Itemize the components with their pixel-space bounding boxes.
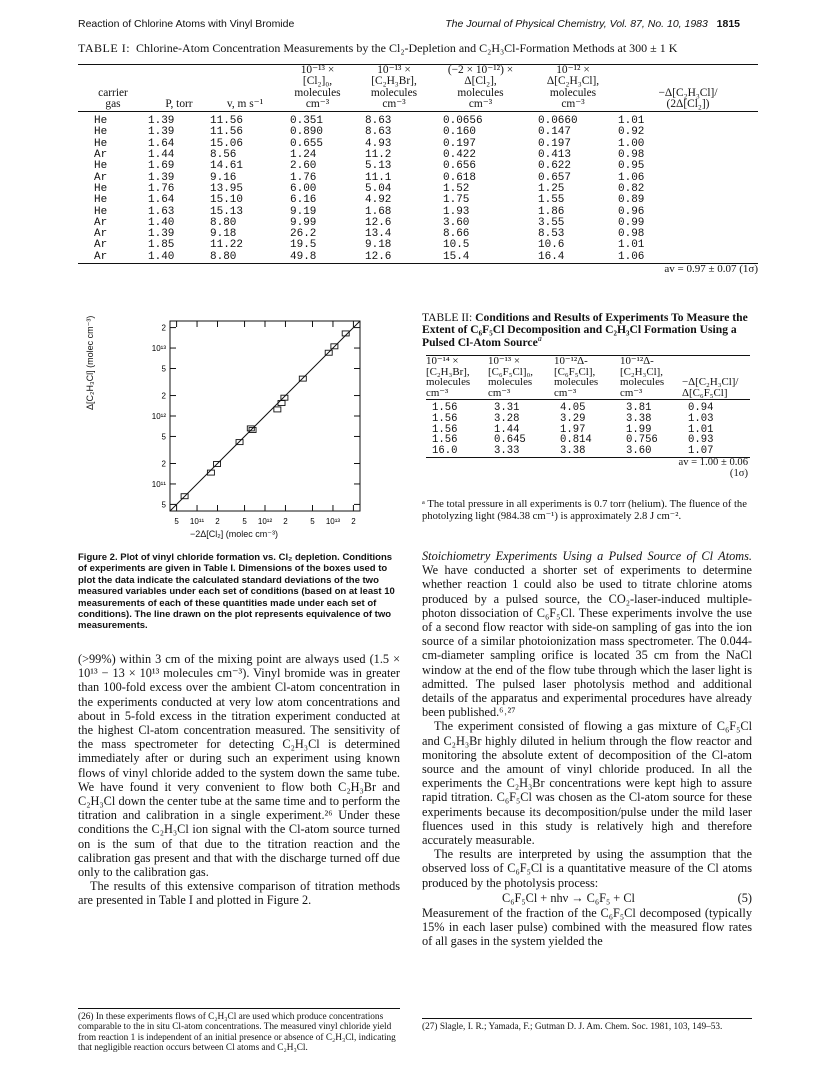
table-row <box>78 184 758 195</box>
table-cell: 16.0 <box>426 446 488 458</box>
table-cell: 9.18 <box>210 228 237 241</box>
table-cell: He <box>94 182 108 195</box>
y-tick-label: 2 <box>161 391 166 401</box>
table-row <box>426 414 750 425</box>
table-cell: 8.80 <box>210 252 280 264</box>
table-cell: 1.97 <box>560 423 586 436</box>
t1-h-c4-4: cm⁻³ <box>528 99 618 112</box>
table-cell: 4.93 <box>365 137 392 150</box>
t1-h-c4-1: 10⁻¹² × <box>556 64 590 76</box>
table1-average: av = 0.97 ± 0.07 (1σ) <box>664 263 758 276</box>
table-cell: 0.93 <box>688 434 714 447</box>
equation-number: (5) <box>737 890 752 905</box>
table-row <box>78 240 758 251</box>
table1-caption <box>78 41 758 56</box>
table-cell: 1.85 <box>148 239 175 252</box>
t1-h-c2-2: [C₂H₃Br], <box>371 75 417 88</box>
table-cell: 1.00 <box>618 137 645 150</box>
table-cell: 0.351 <box>290 115 324 128</box>
table-cell: Ar <box>78 252 148 264</box>
y-tick-label: 10¹³ <box>151 344 166 354</box>
table-cell: 1.40 <box>148 216 175 229</box>
table-cell: 0.422 <box>443 149 477 162</box>
table-cell: 0.94 <box>688 402 714 415</box>
table2-header-cell: 10⁻¹²Δ- <box>620 355 654 367</box>
running-header <box>78 18 740 30</box>
table-cell: 0.197 <box>538 137 572 150</box>
table-cell: 11.1 <box>365 171 392 184</box>
table-cell: He <box>94 160 108 173</box>
table2-header-cell: Δ[C₆F₅Cl] <box>682 388 750 400</box>
right-paragraph-1-text: We have conducted a shorter set of experiments to determine whether reaction 1 could also be used to titrate chlorine atoms produced by a pulsed source, the CO₂-laser-induced multiple-photon dissociation of C₆F₅Cl. These experiments involve the use of a second flow reactor with side-on sampling of gas into the ion source of a similar photoionization mass spectrometer. The 0.044-cm-diameter sampling orifice is located 35 cm from the NaCl window at the end of the flow tube through which the laser light is admitted. The pulsed laser photolysis method and additional details of the apparatus and experimental procedures have already been published.⁶˒²⁷ <box>422 563 752 720</box>
t1-h-c3-3: molecules <box>457 86 504 99</box>
table-cell: 2.60 <box>290 160 317 173</box>
table-cell: 3.28 <box>494 412 520 425</box>
table-cell: 1.76 <box>290 171 317 184</box>
table2-average-row <box>426 469 750 480</box>
page-number: 1815 <box>716 18 740 30</box>
table-cell: 3.31 <box>494 402 520 415</box>
table-cell: 3.33 <box>488 446 554 458</box>
table2-header-cell: [C₂H₃Br], <box>426 365 470 378</box>
t1-h-c5-2: (2Δ[Cl₂]) <box>618 99 758 112</box>
left-column-text <box>78 652 400 908</box>
table2-header-cell: [C₆F₅Cl], <box>554 365 596 378</box>
table-row <box>78 195 758 206</box>
table2-header-cell: cm⁻³ <box>554 388 620 400</box>
table-cell: 8.56 <box>210 149 237 162</box>
table-cell: 0.657 <box>538 171 572 184</box>
y-tick-label: 5 <box>161 500 166 510</box>
table-row <box>78 229 758 240</box>
table2-header-cell: 10⁻¹³ × <box>488 355 521 367</box>
table-cell: 4.92 <box>365 194 392 207</box>
table-cell: 5.04 <box>365 182 392 195</box>
table2-header-cell: 10⁻¹⁴ × <box>426 355 459 367</box>
equation-body: C₆F₅Cl + nhν → C₆F₅ + Cl <box>502 890 635 905</box>
table-cell: 10.6 <box>538 239 565 252</box>
x-tick-label: 5 <box>242 517 247 526</box>
table2-header-cell: 10⁻¹²Δ- <box>554 355 588 367</box>
table-cell: 1.01 <box>618 239 645 252</box>
left-paragraph-2: The results of this extensive comparison of titration methods are presented in Table I and plotted in Figure 2. <box>78 879 400 908</box>
table-cell: 4.05 <box>560 402 586 415</box>
table-cell: 1.64 <box>148 194 175 207</box>
table-cell: 26.2 <box>290 228 317 241</box>
table2-header-cell: cm⁻³ <box>426 388 488 400</box>
table-cell: He <box>94 194 108 207</box>
table-cell: Ar <box>94 239 108 252</box>
table-cell: 8.66 <box>443 228 470 241</box>
table-row <box>78 173 758 184</box>
table-cell: He <box>94 126 108 139</box>
header-left: Reaction of Chlorine Atoms with Vinyl Bromide <box>78 18 295 30</box>
table2-header-cell: cm⁻³ <box>488 388 554 400</box>
t1-h-c3-4: cm⁻³ <box>433 99 528 112</box>
table-cell: 0.98 <box>618 228 645 241</box>
table-cell: 10.5 <box>443 239 470 252</box>
y-tick-label: 5 <box>161 364 166 374</box>
right-paragraph-1 <box>422 549 752 719</box>
x-tick-label: 2 <box>351 517 356 526</box>
t1-h-c3-1: (−2 × 10⁻¹²) × <box>447 64 514 76</box>
header-right <box>445 18 740 30</box>
table-cell: 1.40 <box>148 252 210 264</box>
x-tick-label: 10¹³ <box>325 517 341 526</box>
t1-h-p: P, torr <box>148 99 210 112</box>
t1-h-c5-1: −Δ[C₂H₃Cl]/ <box>658 86 718 99</box>
table-cell: 0.814 <box>560 434 592 447</box>
table-cell: Ar <box>94 171 108 184</box>
table-cell: 1.39 <box>148 115 175 128</box>
table-cell: 8.80 <box>210 216 237 229</box>
table-cell: 1.03 <box>688 412 714 425</box>
x-tick-label: 5 <box>174 517 179 526</box>
table-cell: 9.19 <box>290 205 317 218</box>
table2-header-cell: molecules <box>620 376 665 389</box>
table-cell: 11.56 <box>210 126 244 139</box>
equivalence-line <box>170 321 360 511</box>
table-cell: He <box>94 205 108 218</box>
table1-average-row <box>78 264 758 276</box>
table-cell: Ar <box>94 228 108 241</box>
table-cell: 0.890 <box>290 126 324 139</box>
y-tick-label: 10¹¹ <box>151 479 166 489</box>
table2-footnote: ᵃ The total pressure in all experiments is 0.7 torr (helium). The fluence of the photolyzing light (984.38 cm⁻¹) is approximately 2.8 J cm⁻². <box>422 499 747 522</box>
footnote-27: (27) Slagle, I. R.; Yamada, F.; Gutman D. J. Am. Chem. Soc. 1981, 103, 149–53. <box>422 1018 752 1032</box>
table-cell: 0.0660 <box>538 115 578 128</box>
table-cell: 12.6 <box>365 216 392 229</box>
table-cell: 13.4 <box>365 228 392 241</box>
table-cell: 1.99 <box>626 423 652 436</box>
table-cell: 3.60 <box>620 446 682 458</box>
table-cell: 1.56 <box>432 412 458 425</box>
equation-5 <box>422 890 752 906</box>
table2-average: av = 1.00 ± 0.06 <box>678 457 748 469</box>
table-cell: 3.55 <box>538 216 565 229</box>
table-row <box>78 207 758 218</box>
table-row <box>78 150 758 161</box>
table-cell: Ar <box>94 149 108 162</box>
table-cell: 1.52 <box>443 182 470 195</box>
table-cell: 0.0656 <box>443 115 483 128</box>
table-cell: 14.61 <box>210 160 244 173</box>
data-point-box <box>274 407 281 412</box>
table-cell: 1.64 <box>148 137 175 150</box>
figure2-label: Figure 2. <box>78 552 118 563</box>
table2-header-cell: cm⁻³ <box>620 388 682 400</box>
y-tick-label: 2 <box>161 323 166 333</box>
table-cell: 1.68 <box>365 205 392 218</box>
t1-h-c1-1: 10⁻¹³ × <box>300 64 335 76</box>
table-cell: 1.76 <box>148 182 175 195</box>
table-cell: 11.2 <box>365 149 392 162</box>
table1-caption-text: Chlorine-Atom Concentration Measurements by the Cl₂-Depletion and C₂H₃Cl-Formation Methods at 300 ± 1 K <box>136 41 678 55</box>
table1-body <box>78 112 758 276</box>
t1-h-c1-4: cm⁻³ <box>280 99 355 112</box>
table-row <box>78 112 758 128</box>
table-cell: 1.01 <box>688 423 714 436</box>
table-cell: 6.00 <box>290 182 317 195</box>
table-cell: 0.95 <box>618 160 645 173</box>
table-cell: 0.160 <box>443 126 477 139</box>
table-cell: 1.24 <box>290 149 317 162</box>
figure2-caption-text: Plot of vinyl chloride formation vs. Cl₂ depletion. Conditions of experiments are given in Table I. Dimensions of the boxes used to plot the data indicate the calculated standard deviations of the two measured variables under each set of conditions (based on at least 10 measurements of each of these quantities made under each set of conditions). The line drawn on the plot represents equivalence of two measurements. <box>78 552 395 632</box>
table2-header-cell: [C₆F₅Cl]₀, <box>488 365 533 378</box>
table-cell: 3.38 <box>554 446 620 458</box>
table2-note-mark: a <box>537 333 542 343</box>
table-cell: 1.86 <box>538 205 565 218</box>
table-row <box>78 252 758 264</box>
table-cell: 0.197 <box>443 137 477 150</box>
y-tick-label: 10¹² <box>151 412 166 421</box>
t1-h-c3-2: Δ[Cl₂], <box>464 75 497 88</box>
table-cell: 0.756 <box>626 434 658 447</box>
table-cell: He <box>94 115 108 128</box>
table2-header-cell: molecules <box>554 376 599 389</box>
x-tick-label: 10¹¹ <box>189 517 205 526</box>
table-cell: 3.81 <box>626 402 652 415</box>
table-cell: 1.07 <box>682 446 750 458</box>
table-cell: 0.645 <box>494 434 526 447</box>
table-cell: 1.06 <box>618 252 758 264</box>
table-cell: 3.29 <box>560 412 586 425</box>
table-cell: 0.656 <box>443 160 477 173</box>
table-cell: 13.95 <box>210 182 244 195</box>
table2-average: (1σ) <box>729 467 748 479</box>
table2 <box>426 355 750 480</box>
table-cell: He <box>94 137 108 150</box>
t1-h-c2-1: 10⁻¹³ × <box>377 64 411 76</box>
table-cell: 1.56 <box>432 423 458 436</box>
table-row <box>78 161 758 172</box>
footnote-26: (26) In these experiments flows of C₂H₃Cl are used which produce concentrations comparable to the in situ Cl-atom concentrations. The measured vinyl chloride yield from reaction 1 is independent of an initial presence or absence of C₂H₃Cl, indicating that negligible reaction occurs between Cl atoms and C₂H₃Cl. <box>78 1008 400 1053</box>
t1-h-c1-3: molecules <box>294 86 341 99</box>
left-paragraph-1: (>99%) within 3 cm of the mixing point are always used (1.5 × 10¹³ − 13 × 10¹³ molecules cm⁻³). Vinyl bromide was in greater than 100-fold excess over the ambient Cl-atom concentration in the experiments conducted at very low atom concentrations and about in 5-fold excess in the titration experiment conducted at the highest Cl-atom concentration measured. The sensitivity of the mass spectrometer for detecting C₂H₃Cl is determined immediately after or during such an experiment using known flows of vinyl chloride added to the system down the same tube. We have found it very convenient to flow both C₂H₃Br and C₂H₃Cl down the center tube at the same time and to perform the titration and calibration in a single experiment.²⁶ Under these conditions the C₂H₃Cl ion signal with the Cl-atom source turned on is the sum of that due to the titration reaction and the calibration gas present and that with the discharge turned off due only to the calibration gas. <box>78 652 400 880</box>
figure2-xlabel: −2Δ[Cl₂] (molec cm⁻³) <box>190 529 279 539</box>
table2-body <box>426 400 750 480</box>
table-row <box>78 139 758 150</box>
table-cell: 15.06 <box>210 137 244 150</box>
table2-caption-text: Conditions and Results of Experiments To Measure the Extent of C₆F₅Cl Decomposition and C₂H₃Cl Formation Using a Pulsed Cl-Atom Source <box>422 311 748 349</box>
table-cell: 1.56 <box>432 402 458 415</box>
table2-header-cell: [C₂H₃Cl], <box>620 365 663 378</box>
table-cell: 1.56 <box>432 434 458 447</box>
figure2-ylabel: Δ[C₂H₃Cl] (molec cm⁻³) <box>85 315 95 410</box>
figure2-caption <box>78 552 400 632</box>
x-tick-label: 2 <box>283 517 288 526</box>
x-tick-label: 10¹² <box>257 517 273 526</box>
table-cell: 1.44 <box>148 149 175 162</box>
y-tick-label: 2 <box>161 459 166 469</box>
table-cell: 9.16 <box>210 171 237 184</box>
table-cell: 5.13 <box>365 160 392 173</box>
table-cell: 1.01 <box>618 115 645 128</box>
table-cell: 1.39 <box>148 171 175 184</box>
table-cell: 11.56 <box>210 115 244 128</box>
section-heading: Stoichiometry Experiments Using a Pulsed Source of Cl Atoms. <box>422 549 752 563</box>
t1-h-v: v, m s⁻¹ <box>210 99 280 112</box>
y-tick-label: 5 <box>161 432 166 442</box>
table-cell: 0.655 <box>290 137 324 150</box>
t1-h-c4-2: Δ[C₂H₃Cl], <box>546 75 600 88</box>
table-cell: 3.60 <box>443 216 470 229</box>
right-paragraph-4: Measurement of the fraction of the C₆F₅Cl decomposed (typically 15% in each laser pulse) combined with the measured flow rates of all gases in the system yielded the <box>422 906 752 949</box>
table-cell: 49.8 <box>280 252 355 264</box>
table-cell: 1.75 <box>443 194 470 207</box>
x-tick-label: 5 <box>310 517 315 526</box>
table-cell: 0.89 <box>618 194 645 207</box>
table-cell: 8.63 <box>365 115 392 128</box>
table-cell: 15.13 <box>210 205 244 218</box>
table-cell: 0.82 <box>618 182 645 195</box>
journal-citation: The Journal of Physical Chemistry, Vol. 87, No. 10, 1983 <box>445 18 708 30</box>
table-cell: 15.10 <box>210 194 244 207</box>
table2-label: TABLE II: <box>422 311 473 324</box>
table-cell: 8.53 <box>538 228 565 241</box>
table-row <box>426 400 750 414</box>
figure2-plot <box>150 316 375 546</box>
x-tick-label: 2 <box>215 517 220 526</box>
table2-header-cell: molecules <box>488 376 533 389</box>
table-row <box>426 446 750 458</box>
table-cell: 1.39 <box>148 126 175 139</box>
table-cell: 1.25 <box>538 182 565 195</box>
table2-average-row <box>426 458 750 469</box>
table-cell: 0.622 <box>538 160 572 173</box>
table-cell: 1.69 <box>148 160 175 173</box>
table1 <box>78 64 758 275</box>
table-cell: 3.38 <box>626 412 652 425</box>
table-row <box>78 127 758 138</box>
t1-h-carrier-1: carrier <box>98 86 128 99</box>
table-cell: 1.39 <box>148 228 175 241</box>
right-paragraph-2: The experiment consisted of flowing a gas mixture of C₆F₅Cl and C₂H₃Br highly diluted in helium through the flow reactor and monitoring the absolute extent of decomposition of the Cl-atom source and the amount of vinyl chloride produced. In all the experiments the C₂H₃Br concentrations were kept high to assure rapid titration. C₆F₅Cl was chosen as the Cl-atom source for these experiments because its decomposition/pulse under the mild laser fluences used in this study is relatively high and therefore accurately measurable. <box>422 719 752 848</box>
table-cell: 0.618 <box>443 171 477 184</box>
t1-h-c2-3: molecules <box>370 86 418 99</box>
t1-h-c4-3: molecules <box>549 86 597 99</box>
table-cell: 0.98 <box>618 149 645 162</box>
table2-caption <box>422 312 752 349</box>
right-column-text <box>422 549 752 949</box>
table-cell: 0.413 <box>538 149 572 162</box>
t1-h-carrier-2: gas <box>78 99 148 112</box>
table-cell: 0.147 <box>538 126 572 139</box>
right-paragraph-3: The results are interpreted by using the assumption that the observed loss of C₆F₅Cl is a quantitative measure of the Cl atoms produced by the photolysis process: <box>422 847 752 890</box>
table-cell: 6.16 <box>290 194 317 207</box>
table-cell: 1.63 <box>148 205 175 218</box>
t1-h-c2-4: cm⁻³ <box>355 99 433 112</box>
table-cell: 1.06 <box>618 171 645 184</box>
table-cell: 0.92 <box>618 126 645 139</box>
table-row <box>78 218 758 229</box>
table-cell: Ar <box>94 216 108 229</box>
table-cell: 8.63 <box>365 126 392 139</box>
table-cell: 1.93 <box>443 205 470 218</box>
table2-header-cell <box>682 356 750 367</box>
table-cell: 9.99 <box>290 216 317 229</box>
table-cell: 11.22 <box>210 239 244 252</box>
table-cell: 1.44 <box>494 423 520 436</box>
table-cell: 0.96 <box>618 205 645 218</box>
table-cell: 0.99 <box>618 216 645 229</box>
table1-label: TABLE I: <box>78 41 131 55</box>
table-cell: 12.6 <box>355 252 433 264</box>
table-cell: 9.18 <box>365 239 392 252</box>
t1-h-c1-2: [Cl₂]₀, <box>302 75 333 88</box>
table-cell: 15.4 <box>433 252 528 264</box>
table-cell: 16.4 <box>528 252 618 264</box>
table2-header-cell: molecules <box>426 376 471 389</box>
table-cell: 1.55 <box>538 194 565 207</box>
table2-header-cell: −Δ[C₂H₃Cl]/ <box>682 376 739 389</box>
table-cell: 19.5 <box>290 239 317 252</box>
